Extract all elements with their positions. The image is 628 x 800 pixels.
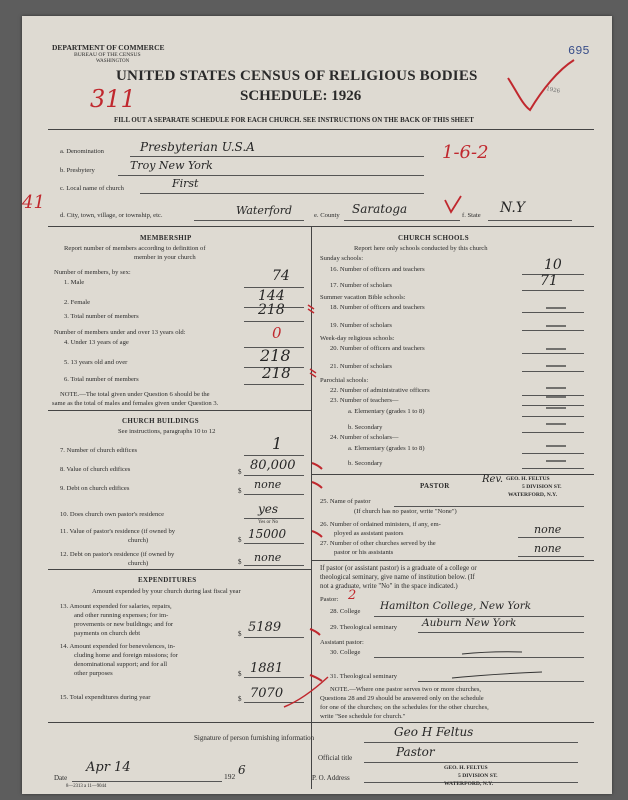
seminary-line bbox=[418, 632, 584, 633]
official-title-value[interactable]: Pastor bbox=[396, 745, 435, 759]
official-title-line bbox=[364, 762, 578, 763]
margin-mark: 41 bbox=[22, 192, 45, 213]
date-label: Date bbox=[54, 774, 68, 782]
footer-stamp-name: GEO. H. FELTUS bbox=[444, 765, 488, 771]
vacation-scholars-label: 19. Number of scholars bbox=[330, 322, 392, 329]
membership-heading: MEMBERSHIP bbox=[140, 234, 192, 242]
benevolence-l3: denominational support; and for all bbox=[74, 661, 168, 668]
county-label: e. County bbox=[314, 212, 340, 219]
red-check-county bbox=[442, 194, 464, 216]
bureau: BUREAU OF THE CENSUS bbox=[74, 52, 141, 58]
male-value[interactable]: 74 bbox=[272, 268, 290, 284]
footer-stamp-town: WATERFORD, N.Y. bbox=[444, 781, 494, 787]
graduate-rule bbox=[311, 560, 594, 561]
address-label: P. O. Address bbox=[312, 774, 350, 782]
total-by-age-label: 6. Total number of members bbox=[64, 376, 139, 383]
pastor-stamp-town: WATERFORD, N.Y. bbox=[508, 492, 558, 498]
residence-value[interactable]: 15000 bbox=[248, 527, 287, 541]
schools-intro: Report here only schools conducted by this church bbox=[354, 245, 488, 252]
benevolence-l2: cluding home and foreign missions; for bbox=[74, 652, 178, 659]
membership-note-1: NOTE.—The total given under Question 6 should be the bbox=[60, 391, 210, 398]
yes-no-hint: Yes or No bbox=[258, 520, 279, 525]
denomination-line bbox=[130, 156, 424, 157]
benevolence-l4: other purposes bbox=[74, 670, 113, 677]
sunday-schools: Sunday schools: bbox=[320, 255, 364, 262]
expenditures-sub: Amount expended by your church during last fiscal year bbox=[92, 588, 241, 595]
graduate-l1: If pastor (or assistant pastor) is a graduate of a college or bbox=[320, 565, 477, 572]
residence-own-value[interactable]: yes bbox=[258, 502, 279, 516]
local-name-value[interactable]: First bbox=[172, 177, 199, 190]
buildings-heading: CHURCH BUILDINGS bbox=[122, 417, 199, 425]
signature-label: Signature of person furnishing information bbox=[194, 734, 315, 742]
pastor-rev: Rev. bbox=[482, 474, 504, 485]
scholars-secondary-line bbox=[522, 468, 584, 469]
members-by-sex: Number of members, by sex: bbox=[54, 269, 131, 276]
membership-intro-1: Report number of members according to definition of bbox=[64, 245, 206, 252]
dollar-sign: $ bbox=[238, 630, 242, 638]
running-exp-l1: 13. Amount expended for salaries, repairs, bbox=[60, 603, 172, 610]
edifice-value[interactable]: 80,000 bbox=[250, 458, 296, 473]
pastor-note-4: write "See schedule for church." bbox=[320, 713, 406, 720]
form-title: UNITED STATES CENSUS OF RELIGIOUS BODIES bbox=[116, 68, 478, 84]
residence-own-label: 10. Does church own pastor's residence bbox=[60, 511, 165, 518]
dollar-sign: $ bbox=[238, 695, 242, 703]
residence-debt-label-2: church) bbox=[128, 560, 149, 567]
running-exp-l2: and other running expenses; for im- bbox=[74, 612, 169, 619]
benevolence-value[interactable]: 1881 bbox=[250, 661, 284, 676]
total-exp-value[interactable]: 7070 bbox=[250, 686, 284, 701]
ordained-l1: 26. Number of ordained ministers, if any, em- bbox=[320, 521, 441, 528]
red-check-mark bbox=[502, 56, 582, 116]
pastor-note-3: for one of the churches; on the schedules for the other churches, bbox=[320, 704, 489, 711]
assistant-seminary-label: 31. Theological seminary bbox=[330, 673, 398, 680]
dollar-sign: $ bbox=[238, 558, 242, 566]
college-label: 28. College bbox=[330, 608, 361, 615]
county-line bbox=[344, 220, 460, 221]
county-value[interactable]: Saratoga bbox=[352, 202, 408, 216]
sunday-scholars-line bbox=[522, 290, 584, 291]
city-value[interactable]: Waterford bbox=[236, 204, 293, 217]
date-value[interactable]: Apr 14 bbox=[86, 760, 131, 775]
edifice-value-label: 8. Value of church edifices bbox=[60, 466, 131, 473]
department: DEPARTMENT OF COMMERCE bbox=[52, 43, 165, 52]
pastor-heading: PASTOR bbox=[420, 482, 450, 490]
residence-value-label-1: 11. Value of pastor's residence (if owned by bbox=[60, 528, 176, 535]
assistant-college-label: 30. College bbox=[330, 649, 361, 656]
scholars-label: 24. Number of scholars— bbox=[330, 434, 399, 441]
official-title-label: Official title bbox=[318, 754, 353, 762]
dollar-sign: $ bbox=[238, 487, 242, 495]
expenditures-rule bbox=[48, 569, 311, 570]
total-exp-label: 15. Total expenditures during year bbox=[60, 694, 151, 701]
sunday-teachers-value[interactable]: 10 bbox=[544, 257, 562, 273]
assistant-dashes bbox=[442, 642, 562, 682]
pastor-name-label: 25. Name of pastor bbox=[320, 498, 371, 505]
form-number: 695 bbox=[568, 44, 590, 58]
sunday-scholars-value[interactable]: 71 bbox=[540, 273, 558, 289]
pastor-rule bbox=[311, 474, 594, 475]
membership-intro-2: member in your church bbox=[134, 254, 196, 261]
code-number: 1-6-2 bbox=[442, 142, 489, 163]
svg-text:1926: 1926 bbox=[545, 86, 561, 95]
over-13-value[interactable]: 218 bbox=[260, 346, 291, 365]
pastor-note-1: NOTE.—Where one pastor serves two or more churches, bbox=[330, 686, 482, 693]
pastor-stamp-name: GEO. H. FELTUS bbox=[506, 476, 550, 482]
schools-heading: CHURCH SCHOOLS bbox=[398, 234, 469, 242]
denomination-value[interactable]: Presbyterian U.S.A bbox=[140, 140, 255, 154]
running-exp-l4: payments on church debt bbox=[74, 630, 141, 637]
teachers-elementary: a. Elementary (grades 1 to 8) bbox=[348, 408, 425, 415]
vacation-teachers-label: 18. Number of officers and teachers bbox=[330, 304, 425, 311]
dollar-sign: $ bbox=[238, 468, 242, 476]
presbytery-line bbox=[118, 175, 424, 176]
assistant-label: Assistant pastor: bbox=[320, 639, 364, 646]
total-by-age-value[interactable]: 218 bbox=[262, 364, 291, 382]
edifice-debt-value[interactable]: none bbox=[254, 478, 282, 491]
members-by-age: Number of members under and over 13 years old: bbox=[54, 329, 186, 336]
dollar-sign: $ bbox=[238, 536, 242, 544]
weekday-schools: Week-day religious schools: bbox=[320, 335, 395, 342]
expenditures-heading: EXPENDITURES bbox=[138, 576, 197, 584]
other-churches-value[interactable]: none bbox=[534, 542, 562, 555]
red-number: 311 bbox=[90, 85, 136, 113]
running-exp-value[interactable]: 5189 bbox=[248, 620, 282, 635]
residence-value-label-2: church) bbox=[128, 537, 149, 544]
female-label: 2. Female bbox=[64, 299, 91, 306]
signature-value[interactable]: Geo H Feltus bbox=[394, 725, 474, 739]
scholars-secondary: b. Secondary bbox=[348, 460, 383, 467]
teachers-secondary: b. Secondary bbox=[348, 424, 383, 431]
under-13-value[interactable]: 0 bbox=[272, 324, 282, 342]
section-rule bbox=[48, 226, 594, 227]
weekday-teachers-label: 20. Number of officers and teachers bbox=[330, 345, 425, 352]
college-value[interactable]: Hamilton College, New York bbox=[380, 600, 532, 612]
local-name-label: c. Local name of church bbox=[60, 185, 124, 192]
city: WASHINGTON bbox=[96, 59, 130, 64]
teachers-label: 23. Number of teachers— bbox=[330, 397, 399, 404]
other-churches-l1: 27. Number of other churches served by the bbox=[320, 540, 436, 547]
graduate-l2: theological seminary, give name of institution below. (If bbox=[320, 574, 475, 581]
pastor-note-2: Questions 28 and 29 should be answered only on the schedule bbox=[320, 695, 484, 702]
signature-line bbox=[364, 742, 578, 743]
city-label: d. City, town, village, or township, etc. bbox=[60, 212, 163, 219]
male-label: 1. Male bbox=[64, 279, 85, 286]
presbytery-value[interactable]: Troy New York bbox=[130, 159, 213, 172]
vacation-schools: Summer vacation Bible schools: bbox=[320, 294, 406, 301]
red-pencil-marks bbox=[282, 301, 332, 711]
red-pastor-mark: 2 bbox=[348, 588, 357, 603]
print-code: 8—2313 a 11—9044 bbox=[66, 784, 107, 789]
denomination-label: a. Denomination bbox=[60, 148, 104, 155]
other-churches-line bbox=[518, 556, 584, 557]
membership-note-2: same as the total of males and females given under Question 3. bbox=[52, 400, 219, 407]
state-line bbox=[488, 220, 572, 221]
edifices-value[interactable]: 1 bbox=[272, 434, 283, 453]
residence-debt-value[interactable]: none bbox=[254, 551, 282, 564]
header-rule bbox=[48, 129, 594, 130]
edifice-debt-label: 9. Debt on church edifices bbox=[60, 485, 130, 492]
local-name-line bbox=[140, 193, 424, 194]
scholars-elementary: a. Elementary (grades 1 to 8) bbox=[348, 445, 425, 452]
ordained-value[interactable]: none bbox=[534, 523, 562, 536]
instruction: FILL OUT A SEPARATE SCHEDULE FOR EACH CHURCH. SEE INSTRUCTIONS ON THE BACK OF THIS SHEET bbox=[114, 117, 474, 124]
school-dashes bbox=[534, 296, 584, 466]
total-members-value[interactable]: 218 bbox=[258, 302, 285, 318]
sunday-scholars-label: 17. Number of scholars bbox=[330, 282, 392, 289]
footer-rule bbox=[48, 722, 594, 723]
pastor-name-hint: (If church has no pastor, write "None") bbox=[354, 508, 457, 515]
seminary-value[interactable]: Auburn New York bbox=[422, 617, 517, 629]
form-subtitle: SCHEDULE: 1926 bbox=[240, 88, 362, 104]
dollar-sign: $ bbox=[238, 670, 242, 678]
total-members-label: 3. Total number of members bbox=[64, 313, 139, 320]
buildings-rule bbox=[48, 410, 311, 411]
sunday-teachers-label: 16. Number of officers and teachers bbox=[330, 266, 425, 273]
weekday-scholars-label: 21. Number of scholars bbox=[330, 363, 392, 370]
ordained-line bbox=[518, 537, 584, 538]
presbytery-label: b. Presbytery bbox=[60, 167, 95, 174]
year-prefix: 192 bbox=[224, 772, 236, 781]
admin-officers-label: 22. Number of administrative officers bbox=[330, 387, 430, 394]
edifices-label: 7. Number of church edifices bbox=[60, 447, 138, 454]
parochial-schools: Parochial schools: bbox=[320, 377, 369, 384]
state-label: f. State bbox=[462, 212, 481, 219]
state-value[interactable]: N.Y bbox=[500, 200, 526, 216]
pastor-stamp-street: 5 DIVISION ST. bbox=[522, 484, 562, 490]
running-exp-l3: provements or new buildings; and for bbox=[74, 621, 174, 628]
ordained-l2: ployed as assistant pastors bbox=[334, 530, 404, 537]
buildings-sub: See instructions, paragraphs 10 to 12 bbox=[118, 428, 216, 435]
pastor-name-line[interactable] bbox=[394, 506, 584, 507]
residence-debt-label-1: 12. Debt on pastor's residence (if owned by bbox=[60, 551, 175, 558]
date-line bbox=[72, 781, 222, 782]
under-13-label: 4. Under 13 years of age bbox=[64, 339, 129, 346]
female-value[interactable]: 144 bbox=[258, 288, 285, 304]
other-churches-l2: pastor or his assistants bbox=[334, 549, 394, 556]
year-suffix[interactable]: 6 bbox=[238, 763, 246, 777]
census-form bbox=[22, 16, 612, 794]
pastor-grad-label: Pastor: bbox=[320, 596, 339, 603]
city-line bbox=[194, 220, 304, 221]
benevolence-l1: 14. Amount expended for benevolences, in- bbox=[60, 643, 176, 650]
seminary-label: 29. Theological seminary bbox=[330, 624, 398, 631]
footer-stamp-street: 5 DIVISION ST. bbox=[458, 773, 498, 779]
graduate-l3: not a graduate, write "No" in the space indicated.) bbox=[320, 583, 458, 590]
over-13-label: 5. 13 years old and over bbox=[64, 359, 128, 366]
